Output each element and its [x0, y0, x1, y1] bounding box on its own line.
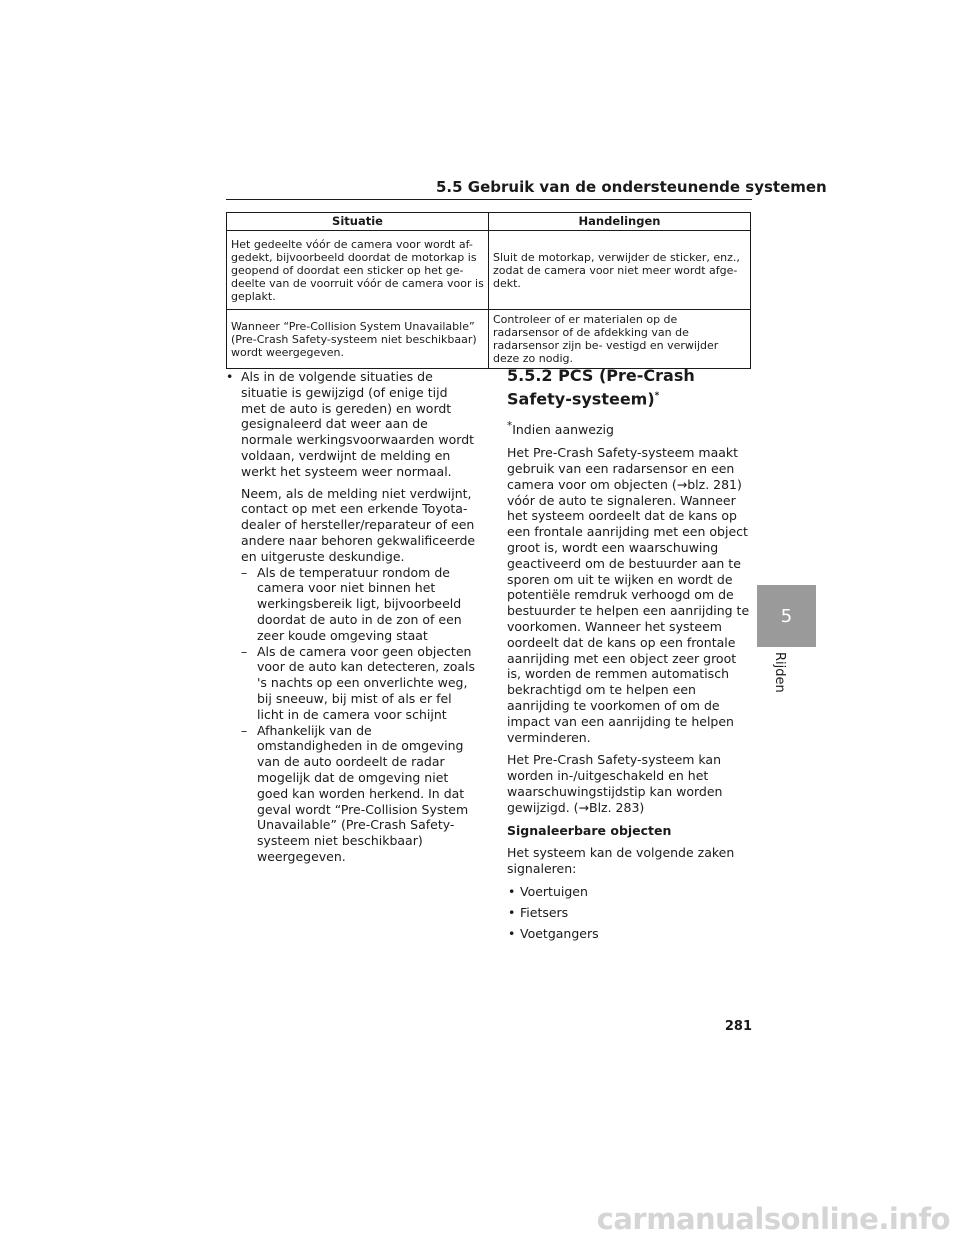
chapter-number: 5 — [780, 605, 793, 627]
dash-mark: – — [241, 564, 248, 580]
table-cell-handeling: Sluit de motorkap, verwijder de sticker, enz., zodat de camera voor niet meer wordt afge- dekt. — [489, 231, 751, 310]
dash-mark: – — [241, 722, 248, 738]
list-item — [507, 884, 753, 900]
detectable-objects-heading: Signaleerbare objecten — [507, 822, 672, 838]
table-row — [227, 231, 751, 310]
chapter-tab — [757, 585, 816, 647]
dash-item — [226, 565, 476, 644]
dash-item-text: Afhankelijk van de omstandigheden in de omgeving van de auto oordeelt de radar mogelijk dat de omgeving niet goed kan worden herkend. In dat geval wordt “Pre-Collision System Unavailable” (Pre-Crash Safety-systeem niet beschikbaar) weergegeven. — [257, 722, 469, 864]
pcs-section-title — [507, 366, 753, 409]
bullet-mark: • — [508, 884, 516, 899]
list-item — [507, 926, 753, 942]
bullet-mark: • — [226, 369, 234, 384]
watermark: carmanualsonline.info — [596, 1202, 950, 1236]
right-column — [507, 366, 753, 946]
list-item — [507, 905, 753, 921]
dealer-paragraph: Neem, als de melding niet verdwijnt, contact op met een erkende Toyota-dealer of hersteller/reparateur of een andere naar behoren gekwalificeerde en uitgeruste deskundige. — [241, 485, 476, 564]
bullet-mark: • — [508, 925, 516, 941]
header-divider — [226, 199, 752, 200]
section-header-title: 5.5 Gebruik van de ondersteunende systemen — [436, 178, 827, 196]
footnote — [507, 419, 753, 438]
column-header-handelingen: Handelingen — [489, 213, 751, 231]
situation-table — [226, 212, 751, 369]
table-cell-situatie: Het gedeelte vóór de camera voor wordt af- gedekt, bijvoorbeeld doordat de motorkap is geopend of doordat een sticker op het ge- deelte van de voorruit vóór de camera voor is geplakt. — [227, 231, 489, 310]
list-item-text: Fietsers — [520, 904, 569, 920]
left-column — [226, 369, 476, 865]
table-row — [227, 310, 751, 369]
pcs-description-paragraph: Het Pre-Crash Safety-systeem maakt gebruik van een radarsensor en een camera voor om objecten (→blz. 281) vóór de auto te signaleren. Wanneer het systeem oordeelt dat de kans op een frontale aanrijding met een object groot is, wordt een waarschuwing geactiveerd om de bestuurder aan te sporen om uit te wijken en wordt de potentiële remdruk verhoogd om de bestuurder te helpen een aanrijding te voorkomen. Wanneer het systeem oordeelt dat de kans op een frontale aanrijding met een object zeer groot is, worden de remmen automatisch bekrachtigd om te helpen een aanrijding te voorkomen of om de impact van een aanrijding te helpen verminderen. — [507, 445, 750, 745]
dash-item — [226, 644, 476, 723]
dash-item — [226, 723, 476, 865]
pcs-title-text: 5.5.2 PCS (Pre-Crash Safety-systeem) — [507, 366, 695, 409]
title-asterisk: * — [654, 391, 660, 401]
list-item-text: Voertuigen — [520, 884, 588, 899]
dash-item-text: Als de temperatuur rondom de camera voor niet binnen het werkingsbereik ligt, bijvoorbeeld doordat de auto in de zon of een zeer koude omgeving staat — [257, 564, 462, 643]
detectable-objects-intro: Het systeem kan de volgende zaken signaleren: — [507, 845, 735, 877]
bullet-mark: • — [508, 904, 516, 920]
bullet-text: Als in de volgende situaties de situatie is gewijzigd (of enige tijd met de auto is gereden) en wordt gesignaleerd dat weer aan de normale werkingsvoorwaarden wordt voldaan, verdwijnt de melding en werkt het systeem weer normaal. — [241, 369, 475, 479]
table-header-row — [227, 213, 751, 231]
pcs-settings-paragraph: Het Pre-Crash Safety-systeem kan worden in-/uitgeschakeld en het waarschuwingstijdstip kan worden gewijzigd. (→Blz. 283) — [507, 752, 723, 815]
chapter-label: Rijden — [772, 652, 787, 693]
footnote-asterisk: * — [507, 420, 513, 433]
list-item-text: Voetgangers — [520, 925, 599, 941]
page-number: 281 — [724, 1019, 752, 1034]
column-header-situatie: Situatie — [227, 213, 489, 231]
dash-mark: – — [241, 643, 248, 659]
table-cell-handeling: Controleer of er materialen op de radarsensor of de afdekking van de radarsensor zijn be- vestigd en verwijder deze zo nodig. — [489, 310, 751, 369]
bullet-item — [226, 369, 476, 480]
dash-item-text: Als de camera voor geen objecten voor de auto kan detecteren, zoals 's nachts op een onverlichte weg, bij sneeuw, bij mist of als er fel licht in de camera voor schijnt — [257, 643, 476, 722]
footnote-text: Indien aanwezig — [512, 422, 614, 438]
table-cell-situatie: Wanneer “Pre-Collision System Unavailable” (Pre-Crash Safety-systeem niet beschikbaar) wordt weergegeven. — [227, 310, 489, 369]
